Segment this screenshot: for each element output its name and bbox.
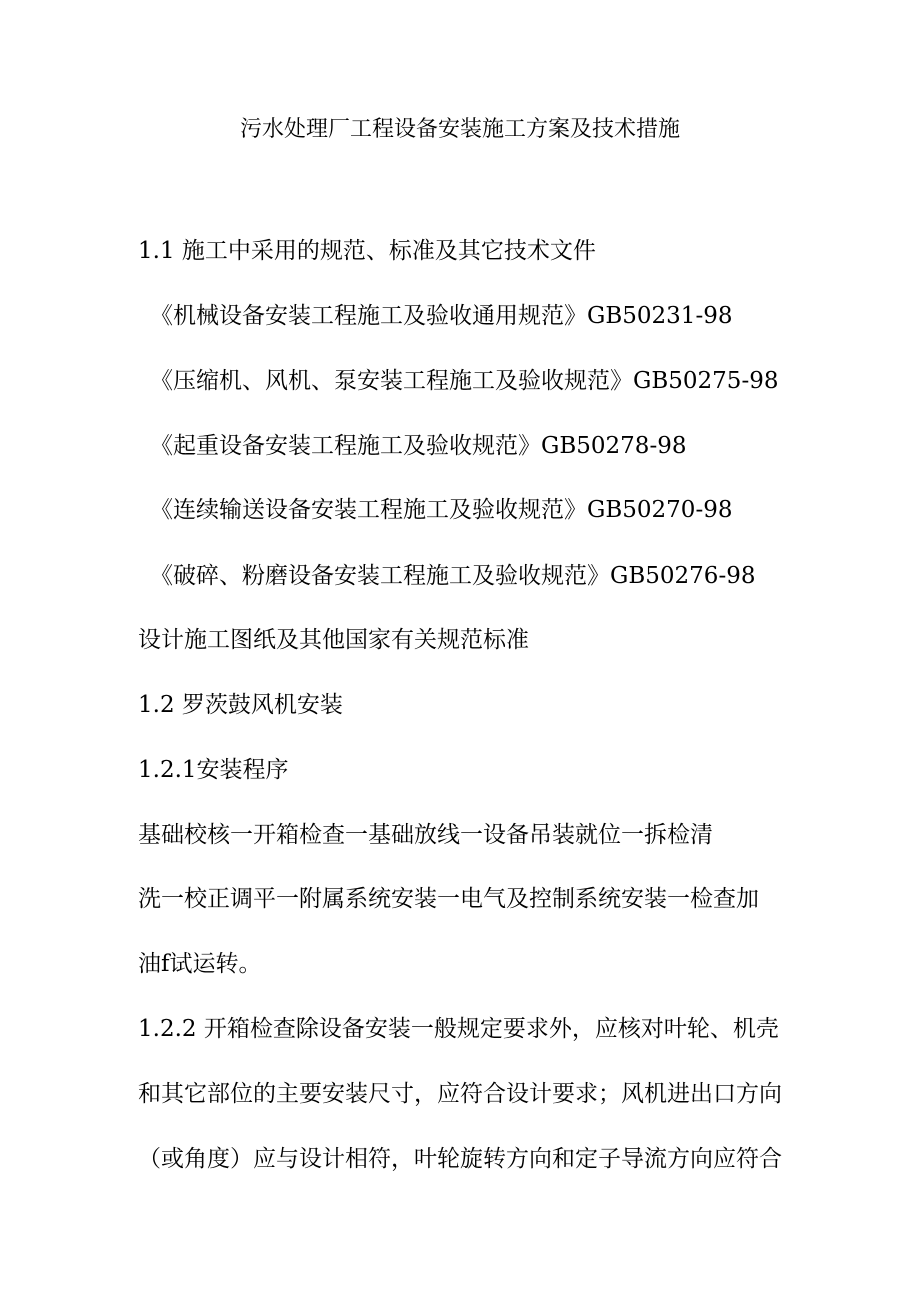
paragraph-line: 和其它部位的主要安装尺寸，应符合设计要求；风机进出口方向 xyxy=(138,1081,782,1107)
paragraph-line: 油f试运转。 xyxy=(138,951,262,977)
paragraph-line: 1.2.2 开箱检查除设备安装一般规定要求外，应核对叶轮、机壳 xyxy=(138,1016,779,1042)
standard-item: 《连续输送设备安装工程施工及验收规范》GB50270-98 xyxy=(150,497,733,523)
standard-item: 《压缩机、风机、泵安装工程施工及验收规范》GB50275-98 xyxy=(150,368,779,394)
subsection-heading-1-2-1: 1.2.1安装程序 xyxy=(138,757,289,783)
standard-item: 《机械设备安装工程施工及验收通用规范》GB50231-98 xyxy=(150,303,733,329)
standard-item: 《起重设备安装工程施工及验收规范》GB50278-98 xyxy=(150,433,687,459)
section-heading-1-1: 1.1 施工中采用的规范、标准及其它技术文件 xyxy=(138,238,596,264)
standard-item: 《破碎、粉磨设备安装工程施工及验收规范》GB50276-98 xyxy=(150,563,756,589)
section-heading-1-2: 1.2 罗茨鼓风机安装 xyxy=(138,692,343,718)
document-title: 污水处理厂工程设备安装施工方案及技术措施 xyxy=(239,117,680,142)
standards-note: 设计施工图纸及其他国家有关规范标准 xyxy=(138,627,529,653)
paragraph-line: 基础校核一开箱检查一基础放线一设备吊装就位一拆检清 xyxy=(138,822,713,848)
paragraph-line: 洗一校正调平一附属系统安装一电气及控制系统安装一检查加 xyxy=(138,886,759,912)
paragraph-line: （或角度）应与设计相符，叶轮旋转方向和定子导流方向应符合 xyxy=(138,1146,782,1172)
